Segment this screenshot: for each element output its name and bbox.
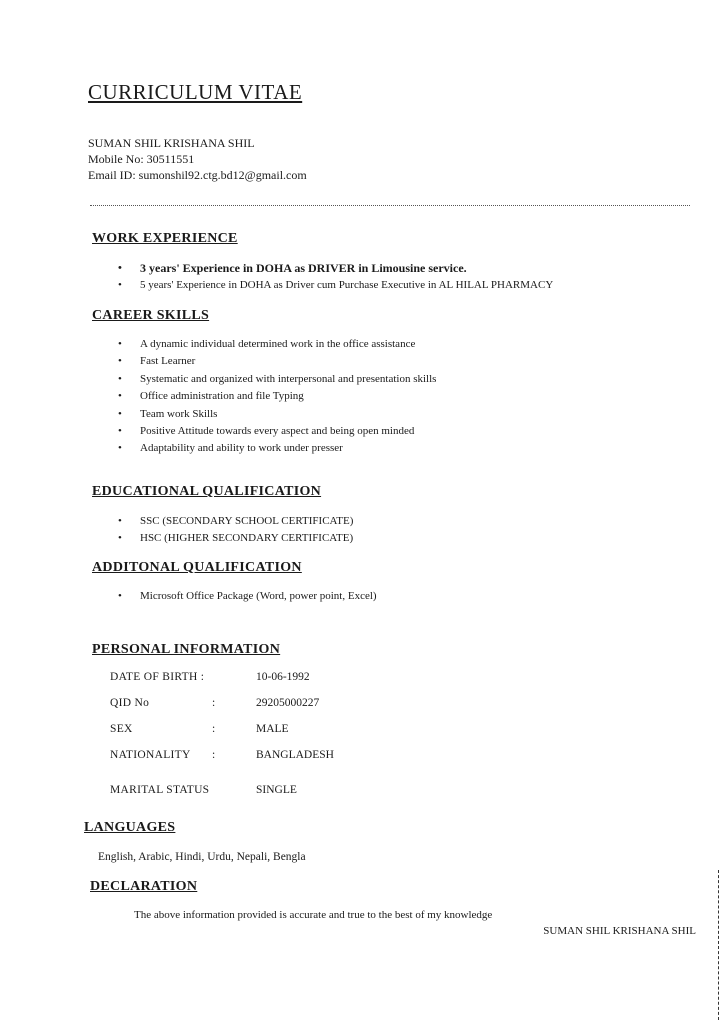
separator-rule — [90, 205, 690, 206]
qid-label: QID No — [110, 697, 150, 709]
contact-name: SUMAN SHIL KRISHANA SHIL — [88, 136, 255, 150]
dob-label: DATE OF BIRTH : — [110, 671, 205, 683]
sex-label: SEX — [110, 723, 133, 735]
nationality-label: NATIONALITY — [110, 749, 191, 761]
list-item: • Systematic and organized with interpersonal and presentation skills — [116, 371, 436, 388]
list-item: • Adaptability and ability to work under presser — [116, 440, 436, 457]
languages-heading: LANGUAGES — [84, 820, 176, 835]
list-item: • Positive Attitude towards every aspect and being open minded — [116, 423, 436, 440]
career-skills-heading: CAREER SKILLS — [92, 308, 210, 323]
personal-information-heading: PERSONAL INFORMATION — [92, 642, 281, 657]
list-item: • 5 years' Experience in DOHA as Driver cum Purchase Executive in AL HILAL PHARMACY — [116, 277, 553, 294]
education-list — [116, 513, 353, 548]
work-experience-list — [116, 260, 553, 295]
list-item: • Microsoft Office Package (Word, power point, Excel) — [116, 588, 377, 605]
marital-status-value: SINGLE — [256, 784, 297, 796]
qid-colon: : — [212, 697, 216, 709]
work-experience-heading: WORK EXPERIENCE — [92, 231, 238, 246]
additional-qualification-list — [116, 588, 377, 605]
additional-qualification-heading: ADDITONAL QUALIFICATION — [92, 560, 302, 575]
dob-value: 10-06-1992 — [256, 671, 310, 683]
declaration-text: The above information provided is accurate and true to the best of my knowledge — [134, 909, 493, 921]
education-heading: EDUCATIONAL QUALIFICATION — [92, 484, 322, 499]
sex-value: MALE — [256, 723, 289, 735]
nationality-colon: : — [212, 749, 216, 761]
document-title: CURRICULUM VITAE — [88, 80, 303, 104]
list-item: • HSC (HIGHER SECONDARY CERTIFICATE) — [116, 530, 353, 547]
declaration-heading: DECLARATION — [90, 879, 198, 894]
scan-edge-line — [718, 870, 719, 1020]
languages-text: English, Arabic, Hindi, Urdu, Nepali, Bengla — [98, 851, 306, 863]
marital-status-label: MARITAL STATUS — [110, 784, 210, 796]
list-item: • 3 years' Experience in DOHA as DRIVER in Limousine service. — [116, 260, 553, 277]
career-skills-list — [116, 336, 436, 458]
list-item: • A dynamic individual determined work in the office assistance — [116, 336, 436, 353]
signature-name: SUMAN SHIL KRISHANA SHIL — [543, 925, 696, 937]
qid-value: 29205000227 — [256, 697, 320, 709]
contact-mobile: Mobile No: 30511551 — [88, 152, 195, 166]
list-item: • SSC (SECONDARY SCHOOL CERTIFICATE) — [116, 513, 353, 530]
list-item: • Fast Learner — [116, 353, 436, 370]
contact-email: Email ID: sumonshil92.ctg.bd12@gmail.com — [88, 168, 307, 182]
list-item: • Office administration and file Typing — [116, 388, 436, 405]
nationality-value: BANGLADESH — [256, 749, 334, 761]
list-item: • Team work Skills — [116, 406, 436, 423]
sex-colon: : — [212, 723, 216, 735]
